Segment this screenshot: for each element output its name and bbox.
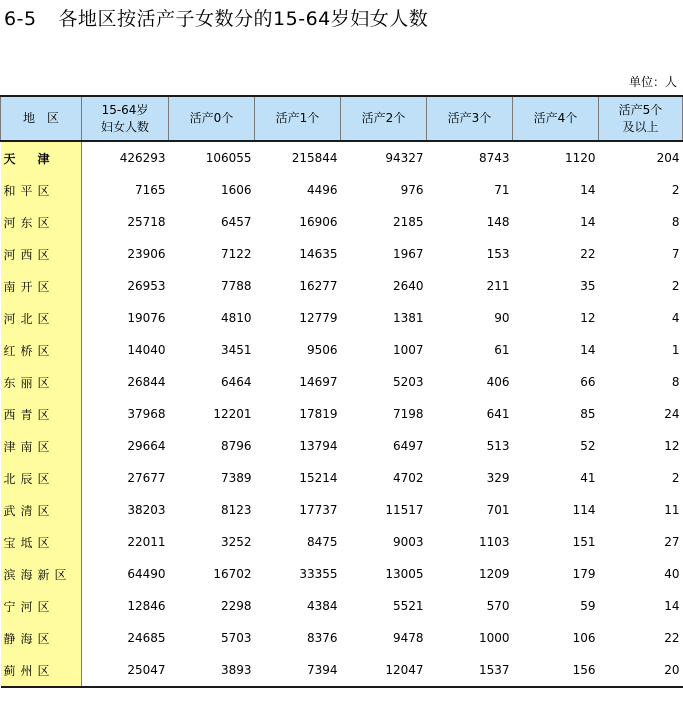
region-cell: 河北区 (1, 302, 82, 334)
value-cell: 211 (486, 279, 510, 293)
value-cell: 7788 (220, 279, 252, 293)
value-cell: 16906 (299, 215, 338, 229)
value-cell: 35 (580, 279, 596, 293)
value-cell: 33355 (299, 567, 338, 581)
table-row (1, 654, 683, 687)
table-row (1, 334, 683, 366)
value-cell: 11 (664, 503, 680, 517)
value-cell: 5521 (392, 599, 424, 613)
value-cell: 148 (486, 215, 510, 229)
region-cell: 东丽区 (1, 366, 82, 398)
table-number: 6-5 (4, 8, 37, 30)
region-cell: 滨海新区 (1, 558, 82, 590)
value-cell: 25047 (82, 654, 169, 687)
value-cell: 8475 (306, 535, 338, 549)
value-cell: 20 (599, 654, 683, 687)
value-cell: 52 (580, 439, 596, 453)
value-cell: 24 (664, 407, 680, 421)
value-cell: 14 (580, 343, 596, 357)
region-cell: 宁河区 (1, 590, 82, 622)
value-cell: 106 (572, 631, 596, 645)
data-table (0, 95, 683, 688)
region-cell: 天津 (1, 141, 82, 174)
value-cell: 1103 (478, 535, 510, 549)
table-row (1, 206, 683, 238)
value-cell: 14697 (299, 375, 338, 389)
value-cell: 426293 (119, 151, 166, 165)
value-cell: 6457 (220, 215, 252, 229)
value-cell: 4702 (392, 471, 424, 485)
region-cell: 武清区 (1, 494, 82, 526)
value-cell: 22011 (127, 535, 166, 549)
value-cell: 64490 (127, 567, 166, 581)
region-cell: 河西区 (1, 238, 82, 270)
header-births-2: 活产2个 (341, 96, 427, 141)
value-cell: 6464 (220, 375, 252, 389)
value-cell: 3451 (220, 343, 252, 357)
value-cell: 15214 (299, 471, 338, 485)
value-cell: 2185 (392, 215, 424, 229)
region-cell: 静海区 (1, 622, 82, 654)
value-cell: 12846 (127, 599, 166, 613)
value-cell: 701 (486, 503, 510, 517)
header-births-0: 活产0个 (169, 96, 255, 141)
value-cell: 2 (671, 279, 680, 293)
table-row (1, 430, 683, 462)
value-cell: 7 (671, 247, 680, 261)
value-cell: 4 (671, 311, 680, 325)
value-cell: 2298 (220, 599, 252, 613)
value-cell: 114 (572, 503, 596, 517)
page-title (4, 4, 428, 31)
value-cell: 7165 (134, 183, 166, 197)
table-row (1, 238, 683, 270)
table-row (1, 462, 683, 494)
table-row-total (1, 141, 683, 174)
region-cell: 北辰区 (1, 462, 82, 494)
value-cell: 329 (486, 471, 510, 485)
value-cell: 27 (664, 535, 680, 549)
value-cell: 22 (580, 247, 596, 261)
header-births-4: 活产4个 (513, 96, 599, 141)
table-row (1, 398, 683, 430)
header-births-1: 活产1个 (255, 96, 341, 141)
value-cell: 1 (671, 343, 680, 357)
value-cell: 12047 (341, 654, 427, 687)
value-cell: 61 (494, 343, 510, 357)
table-row (1, 366, 683, 398)
value-cell: 8376 (306, 631, 338, 645)
table-row (1, 302, 683, 334)
value-cell: 215844 (291, 151, 338, 165)
value-cell: 1381 (392, 311, 424, 325)
value-cell: 14 (580, 183, 596, 197)
value-cell: 7394 (255, 654, 341, 687)
value-cell: 6497 (392, 439, 424, 453)
header-region: 地 区 (1, 96, 82, 141)
value-cell: 85 (580, 407, 596, 421)
value-cell: 14 (664, 599, 680, 613)
value-cell: 24685 (127, 631, 166, 645)
value-cell: 5203 (392, 375, 424, 389)
value-cell: 19076 (127, 311, 166, 325)
value-cell: 1209 (478, 567, 510, 581)
value-cell: 9003 (392, 535, 424, 549)
value-cell: 4810 (220, 311, 252, 325)
value-cell: 2 (671, 183, 680, 197)
value-cell: 23906 (127, 247, 166, 261)
value-cell: 71 (494, 183, 510, 197)
value-cell: 7389 (220, 471, 252, 485)
region-cell: 河东区 (1, 206, 82, 238)
value-cell: 570 (486, 599, 510, 613)
value-cell: 8 (671, 375, 680, 389)
value-cell: 153 (486, 247, 510, 261)
value-cell: 8743 (478, 151, 510, 165)
value-cell: 94327 (385, 151, 424, 165)
value-cell: 156 (513, 654, 599, 687)
region-cell: 和平区 (1, 174, 82, 206)
region-cell: 宝坻区 (1, 526, 82, 558)
value-cell: 66 (580, 375, 596, 389)
value-cell: 9478 (392, 631, 424, 645)
value-cell: 4496 (306, 183, 338, 197)
region-cell: 津南区 (1, 430, 82, 462)
value-cell: 41 (580, 471, 596, 485)
value-cell: 1537 (427, 654, 513, 687)
value-cell: 59 (580, 599, 596, 613)
value-cell: 4384 (306, 599, 338, 613)
region-cell: 南开区 (1, 270, 82, 302)
value-cell: 90 (494, 311, 510, 325)
value-cell: 1120 (564, 151, 596, 165)
value-cell: 8 (671, 215, 680, 229)
value-cell: 7122 (220, 247, 252, 261)
value-cell: 40 (664, 567, 680, 581)
value-cell: 1967 (392, 247, 424, 261)
value-cell: 3252 (220, 535, 252, 549)
value-cell: 9506 (306, 343, 338, 357)
value-cell: 26953 (127, 279, 166, 293)
value-cell: 3893 (169, 654, 255, 687)
table-row (1, 590, 683, 622)
value-cell: 1000 (478, 631, 510, 645)
value-cell: 25718 (127, 215, 166, 229)
table-row (1, 270, 683, 302)
value-cell: 151 (572, 535, 596, 549)
value-cell: 27677 (127, 471, 166, 485)
header-births-3: 活产3个 (427, 96, 513, 141)
value-cell: 16277 (299, 279, 338, 293)
table-row (1, 174, 683, 206)
value-cell: 976 (400, 183, 424, 197)
value-cell: 12201 (213, 407, 252, 421)
value-cell: 7198 (392, 407, 424, 421)
value-cell: 14635 (299, 247, 338, 261)
value-cell: 38203 (127, 503, 166, 517)
value-cell: 17737 (299, 503, 338, 517)
region-cell: 蓟州区 (1, 654, 82, 687)
region-cell: 西青区 (1, 398, 82, 430)
unit-label: 单位：人 (628, 75, 677, 89)
value-cell: 37968 (127, 407, 166, 421)
value-cell: 1007 (392, 343, 424, 357)
value-cell: 14 (580, 215, 596, 229)
value-cell: 179 (572, 567, 596, 581)
table-row (1, 558, 683, 590)
table-row (1, 622, 683, 654)
value-cell: 11517 (385, 503, 424, 517)
header-row (1, 96, 683, 141)
value-cell: 8796 (220, 439, 252, 453)
value-cell: 2 (671, 471, 680, 485)
value-cell: 8123 (220, 503, 252, 517)
table-title: 各地区按活产子女数分的15-64岁妇女人数 (58, 8, 429, 30)
value-cell: 17819 (299, 407, 338, 421)
value-cell: 406 (486, 375, 510, 389)
value-cell: 12 (664, 439, 680, 453)
value-cell: 513 (486, 439, 510, 453)
value-cell: 641 (486, 407, 510, 421)
value-cell: 29664 (127, 439, 166, 453)
value-cell: 13005 (385, 567, 424, 581)
header-births-5plus: 活产5个 及以上 (599, 96, 683, 141)
value-cell: 106055 (205, 151, 252, 165)
value-cell: 22 (664, 631, 680, 645)
value-cell: 26844 (127, 375, 166, 389)
value-cell: 1606 (220, 183, 252, 197)
value-cell: 2640 (392, 279, 424, 293)
value-cell: 13794 (299, 439, 338, 453)
value-cell: 204 (656, 151, 680, 165)
value-cell: 12779 (299, 311, 338, 325)
value-cell: 16702 (213, 567, 252, 581)
table-row (1, 494, 683, 526)
value-cell: 5703 (220, 631, 252, 645)
value-cell: 12 (580, 311, 596, 325)
value-cell: 14040 (127, 343, 166, 357)
header-women-total: 15-64岁 妇女人数 (82, 96, 169, 141)
region-cell: 红桥区 (1, 334, 82, 366)
table-row (1, 526, 683, 558)
